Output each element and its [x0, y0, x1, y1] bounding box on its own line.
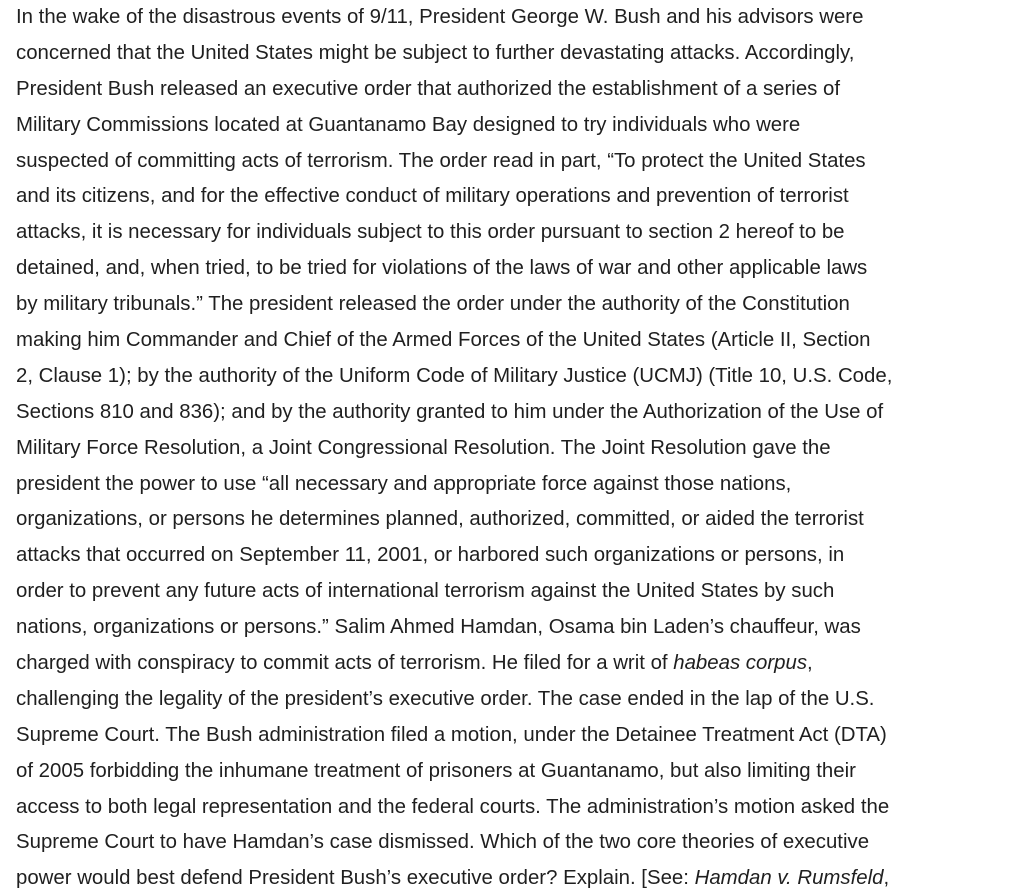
text-line-with-italic: [16, 646, 1016, 682]
text-line: detained, and, when tried, to be tried for violations of the laws of war and other applicable laws: [16, 257, 868, 280]
text-line: organizations, or persons he determines planned, authorized, committed, or aided the terrorist: [16, 508, 864, 531]
text-line: Military Commissions located at Guantanamo Bay designed to try individuals who were: [16, 113, 801, 136]
text-line: 2, Clause 1); by the authority of the Uniform Code of Military Justice (UCMJ) (Title 10, U.S. Code,: [16, 364, 893, 387]
text-line: Supreme Court to have Hamdan’s case dismissed. Which of the two core theories of executive: [16, 831, 870, 854]
passage-text: [16, 0, 1016, 889]
line-text-after-italic: ,: [807, 652, 813, 675]
text-line-with-italic: [16, 861, 1016, 889]
text-line: Sections 810 and 836); and by the authority granted to him under the Authorization of the Use of: [16, 400, 884, 423]
text-line: President Bush released an executive order that authorized the establishment of a series of: [16, 77, 841, 100]
italic-term-habeas-corpus: habeas corpus: [673, 652, 808, 675]
text-line: Military Force Resolution, a Joint Congressional Resolution. The Joint Resolution gave the: [16, 436, 831, 459]
text-line: making him Commander and Chief of the Armed Forces of the United States (Article II, Section: [16, 329, 871, 352]
text-line: Supreme Court. The Bush administration filed a motion, under the Detainee Treatment Act (DTA): [16, 723, 887, 746]
line-text-before-italic: charged with conspiracy to commit acts of terrorism. He filed for a writ of: [16, 652, 674, 675]
text-line: concerned that the United States might be subject to further devastating attacks. Accordingly,: [16, 41, 855, 64]
text-line: of 2005 forbidding the inhumane treatment of prisoners at Guantanamo, but also limiting their: [16, 759, 856, 782]
text-line: and its citizens, and for the effective conduct of military operations and prevention of terrorist: [16, 185, 849, 208]
line-text-after-italic: ,: [883, 867, 890, 889]
text-line: president the power to use “all necessary and appropriate force against those nations,: [16, 472, 792, 495]
text-line: by military tribunals.” The president released the order under the authority of the Constitution: [16, 293, 850, 316]
italic-case-citation: Hamdan v. Rumsfeld: [694, 867, 884, 889]
text-line: challenging the legality of the president’s executive order. The case ended in the lap of the U.S.: [16, 687, 875, 710]
text-line: attacks that occurred on September 11, 2001, or harbored such organizations or persons, in: [16, 544, 845, 567]
text-line: In the wake of the disastrous events of 9/11, President George W. Bush and his advisors were: [16, 6, 864, 28]
text-line: access to both legal representation and the federal courts. The administration’s motion asked the: [16, 795, 890, 818]
text-line: suspected of committing acts of terrorism. The order read in part, “To protect the United States: [16, 149, 866, 172]
text-line: nations, organizations or persons.” Salim Ahmed Hamdan, Osama bin Laden’s chauffeur, was: [16, 616, 861, 639]
text-line: order to prevent any future acts of international terrorism against the United States by such: [16, 580, 835, 603]
text-line: attacks, it is necessary for individuals subject to this order pursuant to section 2 hereof to be: [16, 221, 845, 244]
line-text-before-italic: power would best defend President Bush’s executive order? Explain. [See:: [16, 867, 695, 889]
